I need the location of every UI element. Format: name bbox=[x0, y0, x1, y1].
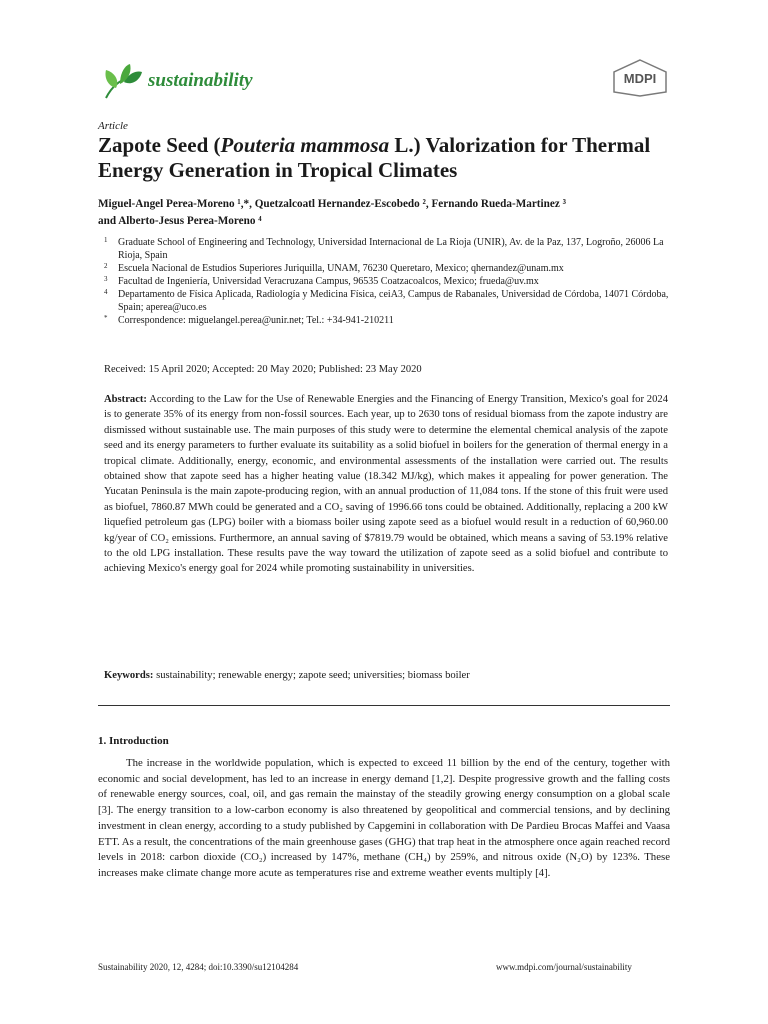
section-heading: 1. Introduction bbox=[98, 735, 169, 747]
keywords-label: Keywords: bbox=[104, 670, 154, 681]
correspondence: * Correspondence: miguelangel.perea@unir.net; Tel.: +34-941-210211 bbox=[104, 314, 394, 326]
authors-line2: and Alberto-Jesus Perea-Moreno ⁴ bbox=[98, 215, 262, 227]
page-title bbox=[98, 133, 678, 183]
keywords bbox=[104, 670, 668, 681]
publisher-logo bbox=[610, 58, 670, 98]
affiliation-item: 3 Facultad de Ingeniería, Universidad Veracruzana Campus, 96535 Coatzacoalcos, Mexico; frueda@uv.mx bbox=[104, 275, 539, 287]
title-species: Pouteria mammosa bbox=[220, 133, 390, 157]
title-part1: Zapote Seed ( bbox=[98, 133, 221, 157]
intro-paragraph: The increase in the worldwide population, which is expected to exceed 11 billion by the end of the century, together with economic and social development, has led to an increase in energy demand [1,2]. Despite progressive growth and the falling costs of renewable energy sources, coal, oil, and gas remain the mainstay of the steadily growing energy consumption on a global scale [3]. The energy transition to a low-carbon economy is also threatened by geopolitical and commercial tensions, and by declining investment in clean energy, according to a study published by Capgemini in collaboration with De Pardieu Brocas Maffei and Vaasa ETT. As a result, the concentrations of the main greenhouse gases (GHG) that trap heat in the atmosphere once again reached record levels in 2018: carbon dioxide (CO₂) increased by 147%, methane (CH₄) by 259%, and nitrous oxide (N₂O) by 123%. These increases make climate change more acute as temperatures rise and extreme weather events multiply [4]. bbox=[98, 757, 670, 879]
affiliations bbox=[104, 236, 678, 327]
abstract-text: According to the Law for the Use of Renewable Energies and the Financing of Energy Transition, Mexico's goal for 2024 is to generate 35% of its energy from non-fossil sources. Each year, up to 2630 tons of residual biomass from the zapote industry are dismissed without sustainable use. The main purposes of this study were to determine the elemental chemical analysis of the zapote seed and its energy parameters to further evaluate its suitability as a solid biofuel in boilers for the generation of thermal energy in a tropical climate. Additionally, energy, economic, and environmental assessments of the installation were carried out. The results obtained show that zapote seed has a higher heating value (18.342 MJ/kg), which makes it appealing for power generation. The Yucatan Peninsula is the main zapote-producing region, with an annual production of 11,084 tons. If the stone of this fruit were used as biofuel, 7860.87 MWh could be generated and a CO₂ saving of 1996.66 tons could be obtained. Additionally, replacing a 200 kW liquefied petroleum gas (LPG) boiler with a biomass boiler using zapote seed as a biofuel would result in a reduction of 60,960.00 kg/year of CO₂ emissions. Furthermore, an annual saving of $7819.79 would be obtained, which means a saving of 53.19% relative to the old LPG installation. These results pave the way toward the utilization of zapote seed as a solid biofuel and contribute to achieving Mexico's energy goal for 2024 while promoting sustainability in universities. bbox=[104, 394, 668, 575]
footer-citation: Sustainability 2020, 12, 4284; doi:10.3390/su12104284 bbox=[98, 962, 299, 972]
abstract bbox=[104, 392, 668, 577]
publication-dates: Received: 15 April 2020; Accepted: 20 May 2020; Published: 23 May 2020 bbox=[104, 364, 422, 375]
affiliation-item: 2 Escuela Nacional de Estudios Superiores Juriquilla, UNAM, 76230 Queretaro, Mexico; qhernandez@unam.mx bbox=[104, 262, 564, 274]
abstract-label: Abstract: bbox=[104, 394, 147, 405]
affiliation-item: 4 Departamento de Física Aplicada, Radiología y Medicina Física, ceiA3, Campus de Rabanales, Universidad de Córdoba, 14071 Córdoba, Spain; aperea@uco.es bbox=[104, 288, 669, 313]
title-part2: L.) Valorization for Thermal Energy Generation in Tropical Climates bbox=[98, 133, 651, 182]
footer-url[interactable]: www.mdpi.com/journal/sustainability bbox=[496, 962, 632, 972]
article-type: Article bbox=[98, 120, 128, 132]
journal-name: sustainability bbox=[148, 70, 253, 91]
authors-line1: Miguel-Angel Perea-Moreno ¹,*, Quetzalcoatl Hernandez-Escobedo ², Fernando Rueda-Martinez ³ bbox=[98, 198, 566, 210]
leaf-icon bbox=[98, 60, 144, 104]
keywords-text: sustainability; renewable energy; zapote seed; universities; biomass boiler bbox=[153, 670, 470, 681]
author-list bbox=[98, 196, 678, 230]
divider bbox=[98, 705, 670, 706]
affiliation-item: 1 Graduate School of Engineering and Technology, Universidad Internacional de La Rioja (UNIR), Av. de la Paz, 137, Logroño, 26006 La Rioja, Spain bbox=[104, 236, 664, 261]
publisher-label: MDPI bbox=[623, 71, 657, 86]
